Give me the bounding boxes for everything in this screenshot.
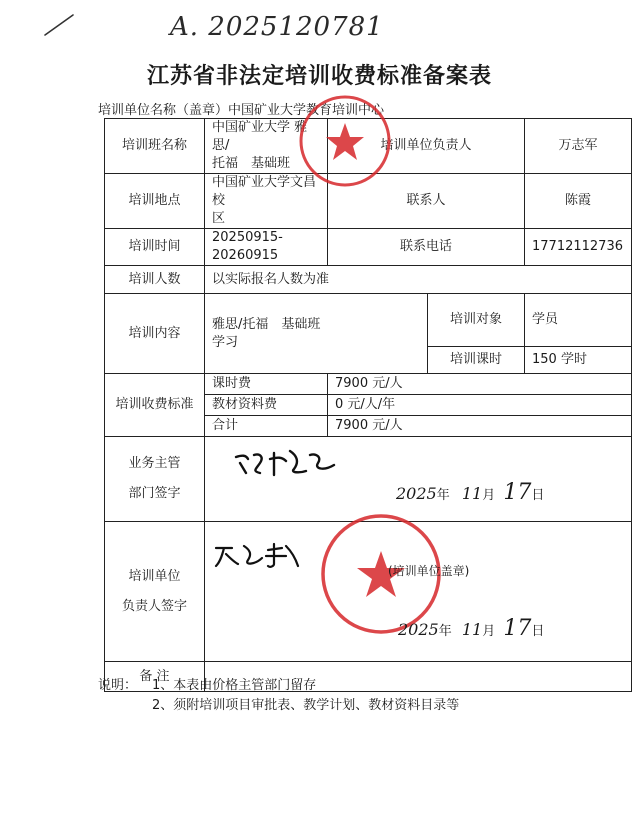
dept-sign-line-2: 部门签字 (128, 486, 181, 501)
training-unit-name: 中国矿业大学教育培训中心 (228, 103, 385, 118)
unit-sign-line-1: 培训单位 (128, 568, 181, 584)
fee-item-value: 7900 元/人 (328, 416, 632, 437)
leader-value: 万志军 (525, 119, 632, 174)
time-value: 20250915-20260915 (205, 229, 328, 266)
target-label: 培训对象 (428, 294, 525, 347)
target-value: 学员 (525, 294, 632, 347)
document-number: A. 2025120781 (170, 12, 384, 42)
hours-value: 150 学时 (525, 347, 632, 374)
content-label: 培训内容 (105, 294, 205, 374)
note-item-2: 2、须附培训项目审批表、教学计划、教材资料目录等 (152, 698, 460, 713)
unit-sign-line-2: 负责人签字 (121, 598, 187, 614)
table-row (105, 266, 632, 294)
fee-item-name: 教材资料费 (205, 395, 328, 416)
fee-item-name: 合计 (205, 416, 328, 437)
contact-label: 联系人 (328, 174, 525, 229)
phone-label: 联系电话 (328, 229, 525, 266)
phone-value: 17712112736 (525, 229, 632, 266)
dept-signature (230, 443, 340, 483)
unit-seal-note: (培训单位盖章) (388, 564, 470, 578)
location-line-2: 区 (212, 211, 226, 226)
hours-label: 培训课时 (428, 347, 525, 374)
location-label: 培训地点 (105, 174, 205, 229)
fee-item-value: 7900 元/人 (328, 374, 632, 395)
unit-sign-label (105, 522, 205, 662)
dept-sign-line-1: 业务主管 (128, 456, 181, 471)
leader-label: 培训单位负责人 (328, 119, 525, 174)
content-value (205, 294, 428, 374)
training-unit-label: 培训单位名称（盖章） (98, 103, 229, 118)
table-row (105, 437, 632, 522)
fee-label: 培训收费标准 (105, 374, 205, 437)
content-line-2: 学习 (212, 334, 239, 350)
notes-prefix: 说明： (98, 678, 138, 693)
class-name-line-1: 中国矿业大学 雅思/ (212, 120, 308, 153)
contact-value: 陈霞 (525, 174, 632, 229)
dept-sign-date: 2025年 11月 17日 (396, 480, 545, 505)
unit-signature (212, 538, 302, 570)
class-name-label: 培训班名称 (105, 119, 205, 174)
class-name-line-2: 托福 基础班 (212, 156, 291, 171)
unit-seal-top (297, 93, 393, 189)
dept-sign-label (105, 437, 205, 522)
table-row (105, 374, 632, 395)
table-row (105, 229, 632, 266)
unit-sign-date: 2025年 11月 17日 (398, 616, 545, 641)
page-title: 江苏省非法定培训收费标准备案表 (146, 64, 492, 89)
table-row (105, 294, 632, 347)
count-value: 以实际报名人数为准 (205, 266, 632, 294)
content-line-1: 雅思/托福 基础班 (212, 316, 321, 332)
remarks-label: 备 注 (105, 662, 205, 692)
pen-stroke-mark (42, 12, 76, 38)
fee-item-name: 课时费 (205, 374, 328, 395)
count-label: 培训人数 (105, 266, 205, 294)
location-line-1: 中国矿业大学文昌校 (212, 175, 317, 208)
note-item-1: 1、本表由价格主管部门留存 (152, 678, 317, 693)
fee-item-value: 0 元/人/年 (328, 395, 632, 416)
time-label: 培训时间 (105, 229, 205, 266)
